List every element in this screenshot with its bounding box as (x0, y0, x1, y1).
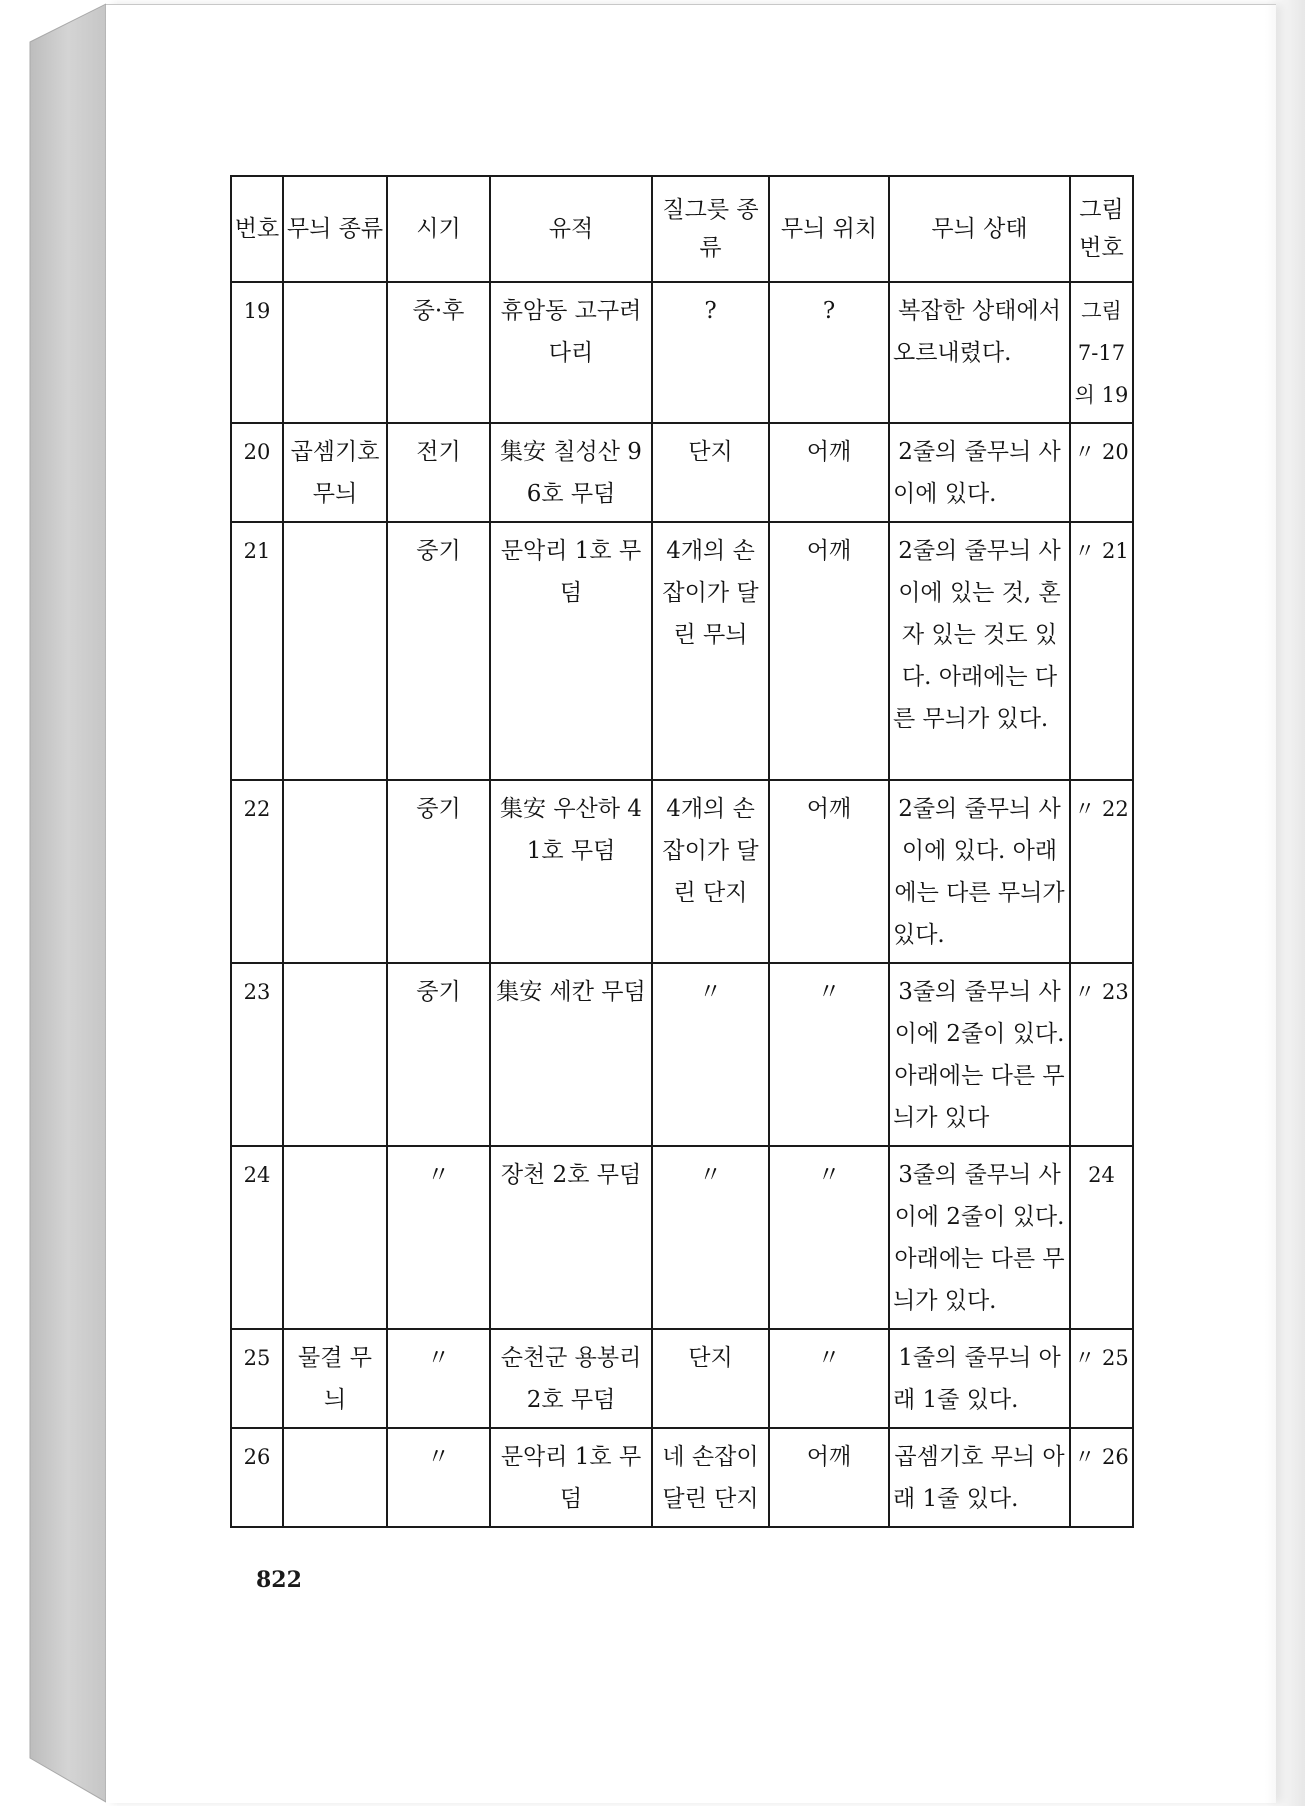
cell-no: 20 (231, 423, 283, 522)
pattern-table (230, 175, 1134, 1528)
cell-figure: 그림 7-17의 19 (1070, 282, 1133, 423)
cell-position: 어깨 (769, 522, 889, 780)
cell-site: 휴암동 고구려 다리 (490, 282, 652, 423)
cell-state: 2줄의 줄무늬 사이에 있다. (889, 423, 1070, 522)
header-state: 무늬 상태 (889, 176, 1070, 282)
table-header-row (231, 176, 1133, 282)
cell-pattern (283, 1428, 387, 1527)
cell-period: 중기 (387, 522, 490, 780)
cell-vessel: 단지 (652, 423, 769, 522)
cell-vessel: 4개의 손잡이가 달린 무늬 (652, 522, 769, 780)
cell-site: 集安 세칸 무덤 (490, 963, 652, 1146)
cell-vessel: 〃 (652, 963, 769, 1146)
table-row (231, 780, 1133, 963)
page-number: 822 (256, 1567, 302, 1593)
cell-site: 集安 칠성산 96호 무덤 (490, 423, 652, 522)
cell-state: 곱셈기호 무늬 아래 1줄 있다. (889, 1428, 1070, 1527)
cell-pattern (283, 780, 387, 963)
cell-state: 3줄의 줄무늬 사이에 2줄이 있다. 아래에는 다른 무늬가 있다 (889, 963, 1070, 1146)
table-row (231, 1428, 1133, 1527)
cell-position: 〃 (769, 1329, 889, 1428)
cell-no: 23 (231, 963, 283, 1146)
header-no: 번호 (231, 176, 283, 282)
cell-site: 集安 우산하 41호 무덤 (490, 780, 652, 963)
cell-state: 2줄의 줄무늬 사이에 있다. 아래에는 다른 무늬가 있다. (889, 780, 1070, 963)
cell-no: 24 (231, 1146, 283, 1329)
cell-state: 2줄의 줄무늬 사이에 있는 것, 혼자 있는 것도 있다. 아래에는 다른 무늬가 있다. (889, 522, 1070, 780)
cell-figure: 〃 25 (1070, 1329, 1133, 1428)
cell-figure: 〃 20 (1070, 423, 1133, 522)
cell-period: 〃 (387, 1428, 490, 1527)
cell-figure: 〃 26 (1070, 1428, 1133, 1527)
cell-no: 22 (231, 780, 283, 963)
table-row (231, 522, 1133, 780)
cell-no: 25 (231, 1329, 283, 1428)
cell-period: 〃 (387, 1329, 490, 1428)
cell-period: 중기 (387, 780, 490, 963)
cell-period: 중기 (387, 963, 490, 1146)
cell-pattern (283, 282, 387, 423)
cell-position: ? (769, 282, 889, 423)
cell-position: 〃 (769, 1146, 889, 1329)
header-figure: 그림 번호 (1070, 176, 1133, 282)
table-row (231, 282, 1133, 423)
cell-period: 전기 (387, 423, 490, 522)
cell-figure: 〃 23 (1070, 963, 1133, 1146)
cell-state: 복잡한 상태에서 오르내렸다. (889, 282, 1070, 423)
cell-pattern: 물결 무늬 (283, 1329, 387, 1428)
cell-position: 〃 (769, 963, 889, 1146)
cell-site: 순천군 용봉리 2호 무덤 (490, 1329, 652, 1428)
header-period: 시기 (387, 176, 490, 282)
cell-figure: 24 (1070, 1146, 1133, 1329)
header-pattern: 무늬 종류 (283, 176, 387, 282)
cell-figure: 〃 22 (1070, 780, 1133, 963)
header-vessel: 질그릇 종류 (652, 176, 769, 282)
table-row (231, 963, 1133, 1146)
cell-site: 장천 2호 무덤 (490, 1146, 652, 1329)
cell-period: 〃 (387, 1146, 490, 1329)
cell-state: 3줄의 줄무늬 사이에 2줄이 있다. 아래에는 다른 무늬가 있다. (889, 1146, 1070, 1329)
cell-pattern (283, 963, 387, 1146)
cell-vessel: 네 손잡이 달린 단지 (652, 1428, 769, 1527)
cell-position: 어깨 (769, 1428, 889, 1527)
cell-site: 문악리 1호 무덤 (490, 522, 652, 780)
cell-pattern (283, 522, 387, 780)
cell-vessel: 〃 (652, 1146, 769, 1329)
cell-state: 1줄의 줄무늬 아래 1줄 있다. (889, 1329, 1070, 1428)
cell-pattern: 곱셈기호 무늬 (283, 423, 387, 522)
table-row (231, 423, 1133, 522)
book-spine (0, 0, 106, 1806)
cell-site: 문악리 1호 무덤 (490, 1428, 652, 1527)
table-row (231, 1329, 1133, 1428)
cell-position: 어깨 (769, 423, 889, 522)
table-row (231, 1146, 1133, 1329)
cell-vessel: ? (652, 282, 769, 423)
cell-no: 21 (231, 522, 283, 780)
cell-pattern (283, 1146, 387, 1329)
cell-no: 26 (231, 1428, 283, 1527)
cell-period: 중·후 (387, 282, 490, 423)
cell-position: 어깨 (769, 780, 889, 963)
cell-figure: 〃 21 (1070, 522, 1133, 780)
cell-vessel: 4개의 손잡이가 달린 단지 (652, 780, 769, 963)
cell-no: 19 (231, 282, 283, 423)
header-position: 무늬 위치 (769, 176, 889, 282)
page-edge-shade (1265, 0, 1305, 1806)
header-site: 유적 (490, 176, 652, 282)
cell-vessel: 단지 (652, 1329, 769, 1428)
